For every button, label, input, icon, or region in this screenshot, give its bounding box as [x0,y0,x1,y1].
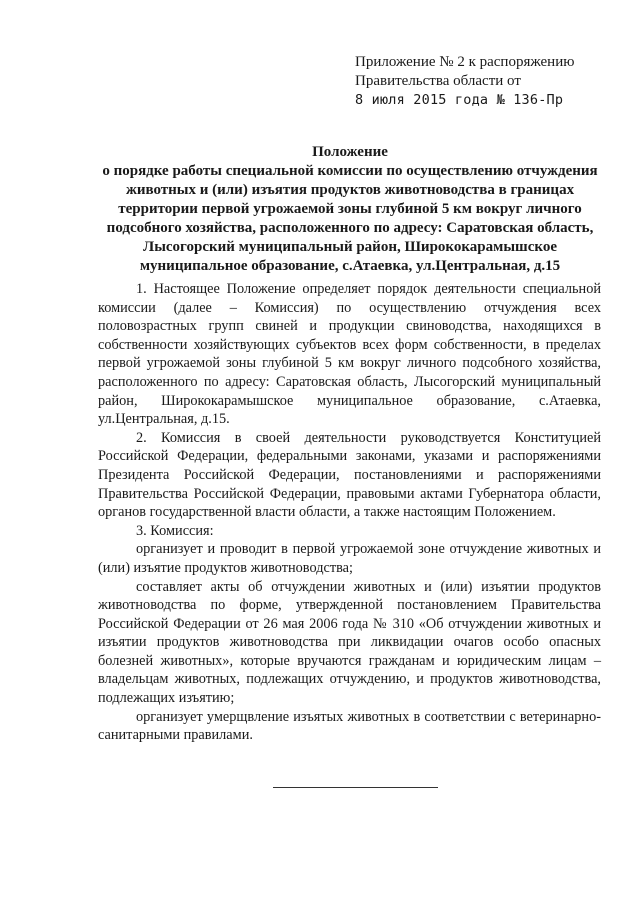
title-heading: Положение [312,144,388,160]
paragraph-2: 2. Комиссия в своей деятельности руководствуется Конституцией Российской Федерации, федеральными законами, указами и распоряжениями Президента Российской Федерации, постановлениями и распоряжениями Правительства Российской Федерации, правовыми актами Губернатора области, органов государственной власти области, а также настоящим Положением. [98,429,601,521]
title-line-1: о порядке работы специальной комиссии по осуществлению отчуждения [102,163,598,179]
title-line-6: муниципальное образование, с.Атаевка, ул.Центральная, д.15 [139,258,561,274]
end-divider [273,787,438,788]
paragraph-3: 3. Комиссия: [136,522,214,539]
title-line-5: Лысогорский муниципальный район, Ширококарамышское [143,239,557,255]
title-line-2: животных и (или) изъятия продуктов животноводства в границах [125,182,575,198]
appendix-line-3: 8 июля 2015 года № 136-Пр [355,92,564,108]
appendix-header [355,53,574,110]
title-line-4: подсобного хозяйства, расположенного по адресу: Саратовская область, [106,220,594,236]
appendix-line-2: Правительства области от [355,73,521,89]
paragraph-5: составляет акты об отчуждении животных и (или) изъятии продуктов животноводства по форме, утвержденной постановлением Правительства Российской Федерации от 26 мая 2006 года № 310 «Об отчуждении животных и изъятии продуктов животноводства при ликвидации очагов особо опасных болезней животных», которые вручаются гражданам и юридическим лицам – владельцам животных, подлежащих отчуждению, и продуктов животноводства, подлежащих изъятию; [98,578,601,707]
document-body [98,280,601,745]
appendix-line-1: Приложение № 2 к распоряжению [355,54,575,70]
paragraph-6: организует умерщвление изъятых животных в соответствии с ветеринарно-санитарными правилами. [98,708,601,744]
title-line-3: территории первой угрожаемой зоны глубиной 5 км вокруг личного [118,201,582,217]
document-title [100,143,600,276]
paragraph-4: организует и проводит в первой угрожаемой зоне отчуждение животных и (или) изъятие продуктов животноводства; [98,541,601,576]
paragraph-1: 1. Настоящее Положение определяет порядок деятельности специальной комиссии (далее – Комиссия) по осуществлению отчуждения всех половозрастных групп свиней и продукции свиноводства, находящихся в собственности хозяйствующих субъектов всех форм собственности, в пределах первой угрожаемой зоны глубиной 5 км вокруг личного подсобного хозяйства, расположенного по адресу: Саратовская область, Лысогорский муниципальный район, Ширококарамышское муниципальное образование, с.Атаевка, ул.Центральная, д.15. [98,281,601,428]
